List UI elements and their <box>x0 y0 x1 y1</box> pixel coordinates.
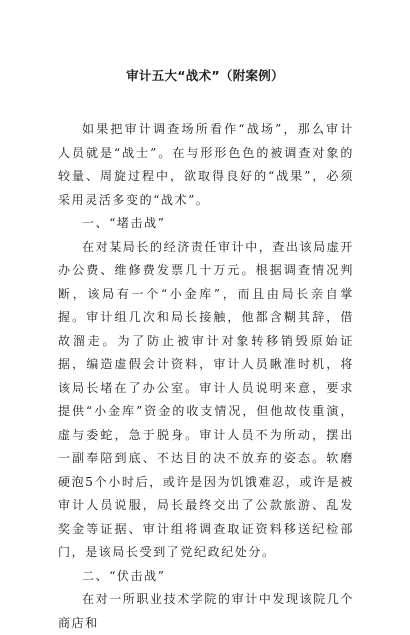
section-1-paragraph: 在对某局长的经济责任审计中，查出该局虚开办公费、维修费发票几十万元。根据调查情况判断，该局有一个“小金库”，而且由局长亲自掌握。审计组几次和局长接触，他都含糊其辞，借故溜走。为了防止被审计对象转移销毁原始证据，编造虚假会计资料，审计人员瞅准时机，将该局长堵在了办公室。审计人员说明来意，要求提供“小金库”资金的收支情况，但他故伎重演，虚与委蛇，急于脱身。审计人员不为所动，摆出一副奉陪到底、不达目的决不放弃的姿态。软磨硬泡5个小时后，或许是因为饥饿难忍，或许是被审计人员说服，局长最终交出了公款旅游、乱发奖金等证据、审计组将调查取证资料移送纪检部门，是该局长受到了党纪政纪处分。 <box>58 239 355 559</box>
section-heading-2: 二、“伏击战” <box>82 568 166 583</box>
section-2-paragraph: 在对一所职业技术学院的审计中发现该院几个商店和 <box>58 592 355 630</box>
intro-paragraph: 如果把审计调查场所看作“战场”，那么审计人员就是“战士”。在与形形色色的被调查对象的较量、周旋过程中，欲取得良好的“战果”，必须采用灵活多变的“战术”。 <box>58 122 354 207</box>
section-heading-1: 一、“堵击战” <box>82 216 166 230</box>
document-body <box>58 118 354 635</box>
document-title: 审计五大“战术”（附案例） <box>126 68 284 83</box>
